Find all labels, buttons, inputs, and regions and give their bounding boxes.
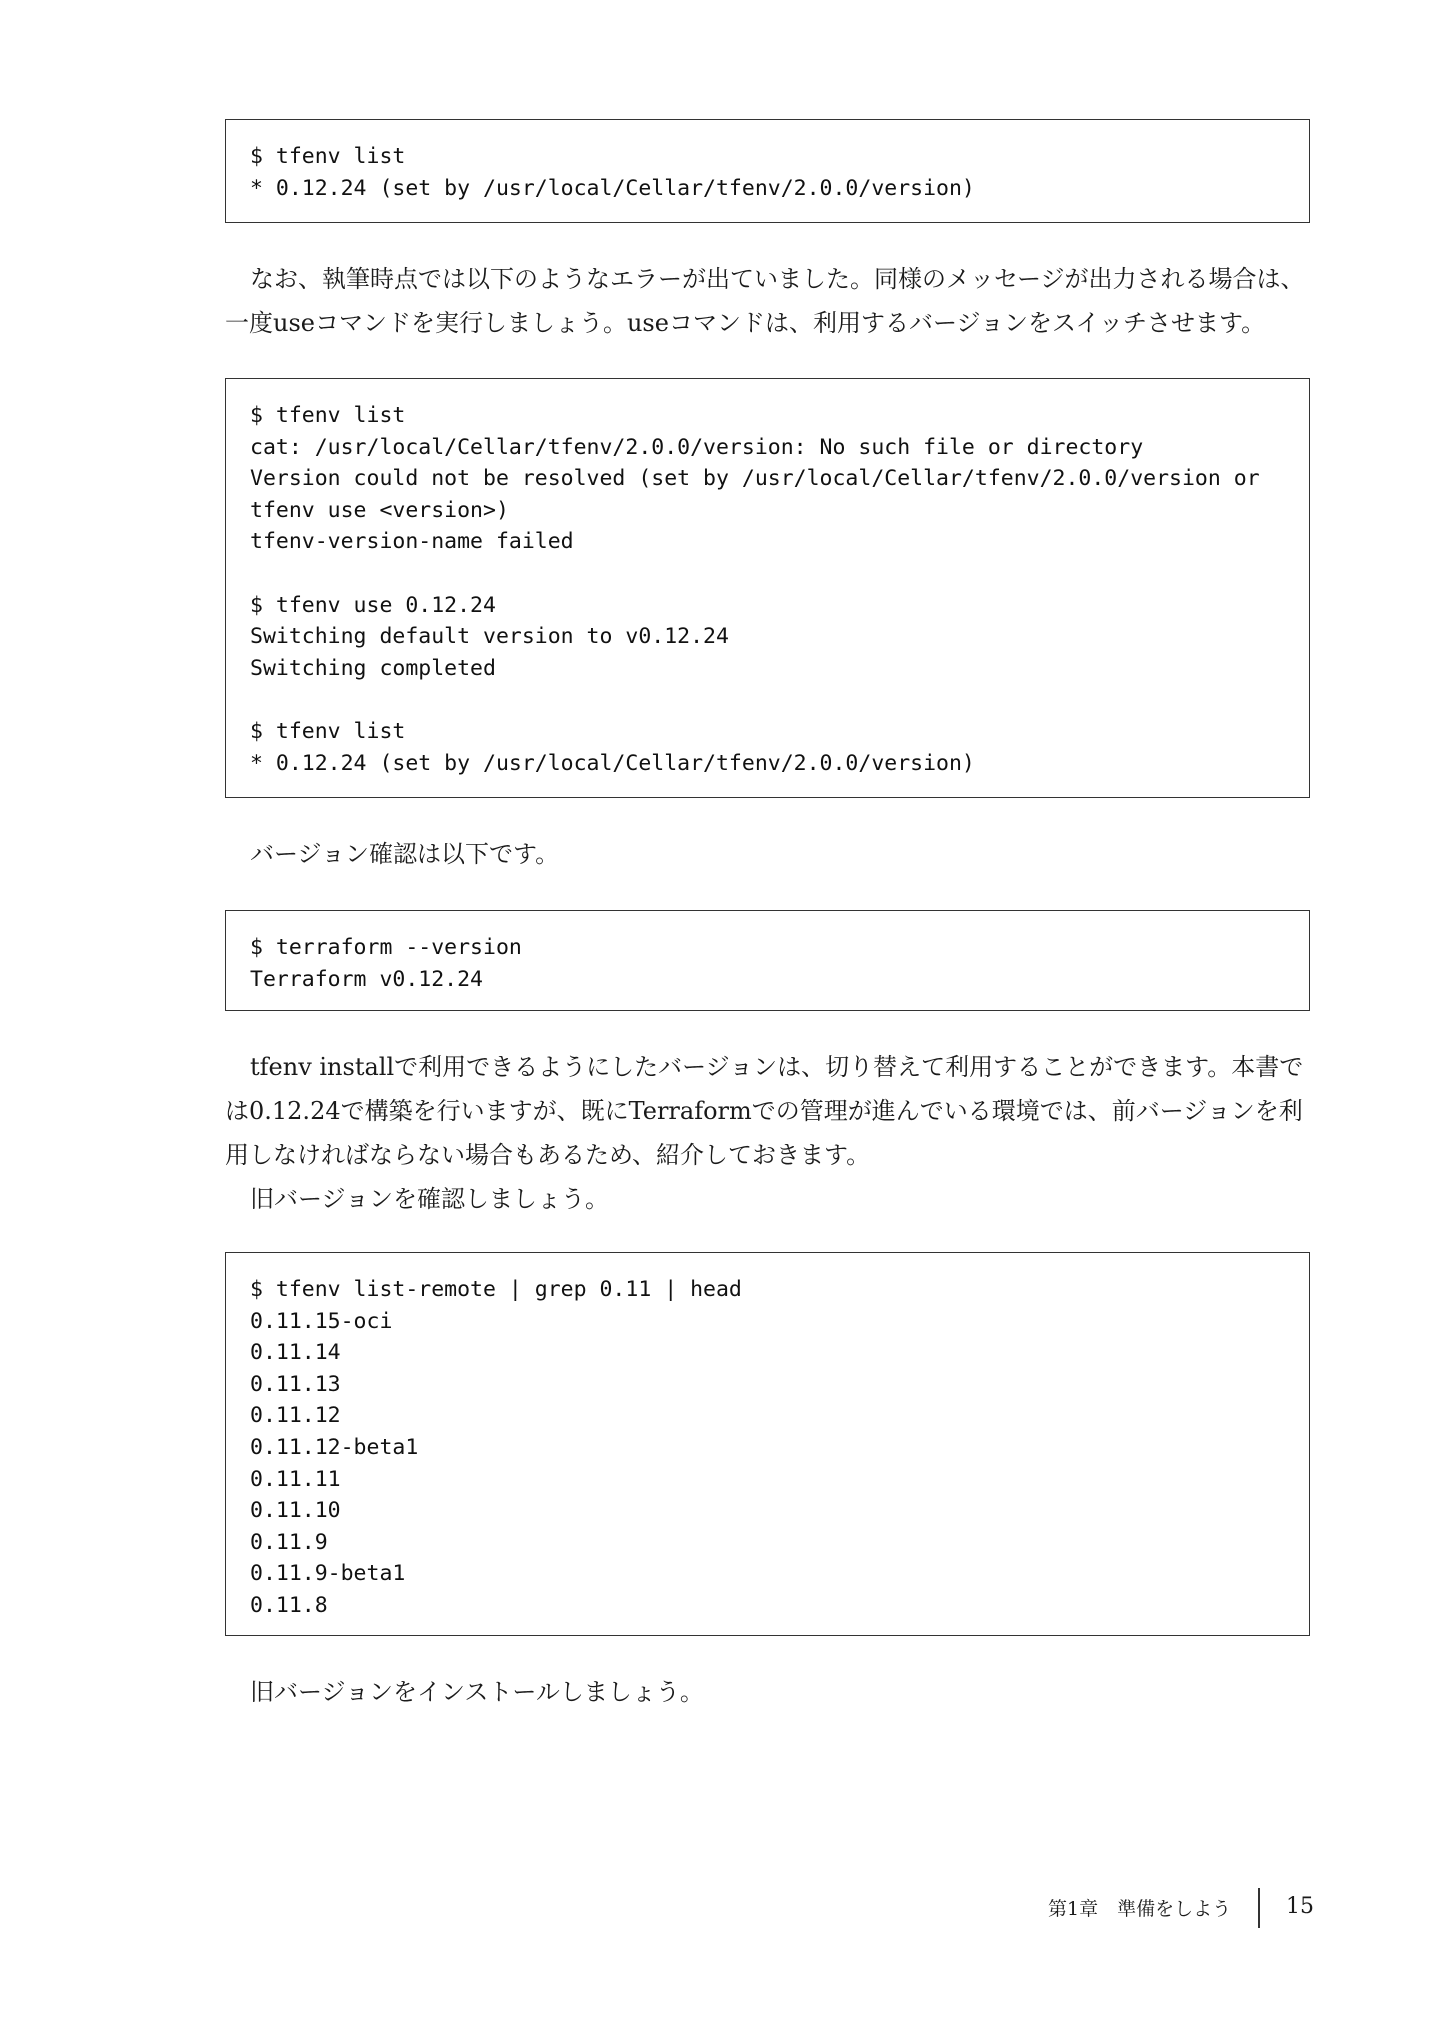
code-line: Version could not be resolved (set by /usr/local/Cellar/tfenv/2.0.0/version or	[250, 466, 1260, 492]
paragraph-line: 旧バージョンをインストールしましょう。	[250, 1678, 704, 1706]
code-line: 0.11.14	[250, 1340, 341, 1366]
code-line: 0.11.8	[250, 1592, 328, 1618]
paragraph-line: なお、執筆時点では以下のようなエラーが出ていました。同様のメッセージが出力される場合は、	[250, 265, 1305, 293]
code-line: 0.11.12	[250, 1403, 341, 1429]
code-line: 0.11.15-oci	[250, 1308, 393, 1334]
code-line: $ terraform --version	[250, 935, 522, 960]
paragraph-install-old	[225, 1670, 1315, 1714]
code-line: 0.11.9	[250, 1529, 328, 1555]
paragraph-line: 用しなければならない場合もあるため、紹介しておきます。	[225, 1141, 871, 1169]
code-line: Switching default version to v0.12.24	[250, 624, 729, 650]
paragraph-line: は0.12.24で構築を行いますが、既にTerraformでの管理が進んでいる環境では、前バージョンを利	[225, 1097, 1303, 1125]
code-block-tfenv-list	[225, 119, 1310, 223]
code-line	[250, 558, 1285, 590]
code-line: $ tfenv list-remote | grep 0.11 | head	[250, 1277, 742, 1302]
code-block-terraform-version	[225, 910, 1310, 1011]
code-line: 0.11.9-beta1	[250, 1561, 406, 1587]
code-line: * 0.12.24 (set by /usr/local/Cellar/tfenv/2.0.0/version)	[250, 175, 975, 201]
code-line: tfenv-version-name failed	[250, 529, 574, 555]
paragraph-line: tfenv installで利用できるようにしたバージョンは、切り替えて利用することができます。本書で	[250, 1053, 1304, 1081]
paragraph-line: 旧バージョンを確認しましょう。	[250, 1185, 610, 1213]
code-line: $ tfenv list	[250, 403, 406, 428]
code-line	[250, 684, 1285, 716]
code-block-tfenv-use	[225, 378, 1310, 798]
code-line: $ tfenv list	[250, 144, 406, 169]
code-line: Switching completed	[250, 655, 496, 681]
paragraph-switch-versions	[225, 1045, 1315, 1221]
paragraph-error-note	[225, 257, 1315, 345]
code-line: Terraform v0.12.24	[250, 966, 483, 992]
code-line: 0.11.11	[250, 1466, 341, 1492]
code-line: 0.11.10	[250, 1498, 341, 1524]
code-line: * 0.12.24 (set by /usr/local/Cellar/tfenv/2.0.0/version)	[250, 750, 975, 776]
page-number: 15	[1286, 1894, 1314, 1919]
paragraph-line: 一度useコマンドを実行しましょう。useコマンドは、利用するバージョンをスイッチさせます。	[225, 309, 1266, 337]
running-footer-chapter: 第1章 準備をしよう	[1048, 1898, 1232, 1920]
code-line: 0.11.12-beta1	[250, 1434, 419, 1460]
code-line: tfenv use <version>)	[250, 497, 509, 523]
code-line: cat: /usr/local/Cellar/tfenv/2.0.0/version: No such file or directory	[250, 434, 1144, 460]
paragraph-version-check	[225, 832, 1315, 876]
paragraph-line: バージョン確認は以下です。	[250, 840, 560, 868]
code-block-list-remote	[225, 1252, 1310, 1636]
code-line: 0.11.13	[250, 1371, 341, 1397]
code-line: $ tfenv list	[250, 718, 406, 744]
code-line: $ tfenv use 0.12.24	[250, 592, 496, 618]
footer-divider	[1258, 1888, 1260, 1928]
